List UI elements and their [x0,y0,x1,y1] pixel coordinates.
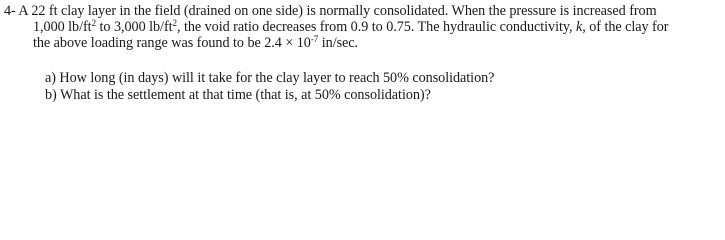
pressure-initial-text: 1,000 lb/ft [33,19,92,35]
question-part-b: b) What is the settlement at that time (that is, at 50% consolidation)? [45,87,431,103]
conductivity-value-text: the above loading range was found to be 2.4 × 10 [33,35,311,51]
question-part-a: a) How long (in days) will it take for the clay layer to reach 50% consolidation? [45,70,495,86]
square-superscript: 2 [91,18,97,28]
pressure-final-text: to 3,000 lb/ft [96,19,173,35]
void-ratio-text: , the void ratio decreases from 0.9 to 0.75. The hydraulic conductivity, [176,19,576,35]
problem-statement-line-2 [33,19,668,35]
square-superscript: 2 [172,18,177,28]
conductivity-symbol: k [575,19,583,35]
problem-statement-line-1: 4- A 22 ft clay layer in the field (drained on one side) is normally consolidated. When the pressure is increased from [4,3,657,19]
clay-text: , of the clay for [582,19,669,35]
exponent-superscript: -7 [310,34,319,44]
problem-statement-line-3 [33,35,358,51]
conductivity-unit-text: in/sec. [318,35,359,51]
